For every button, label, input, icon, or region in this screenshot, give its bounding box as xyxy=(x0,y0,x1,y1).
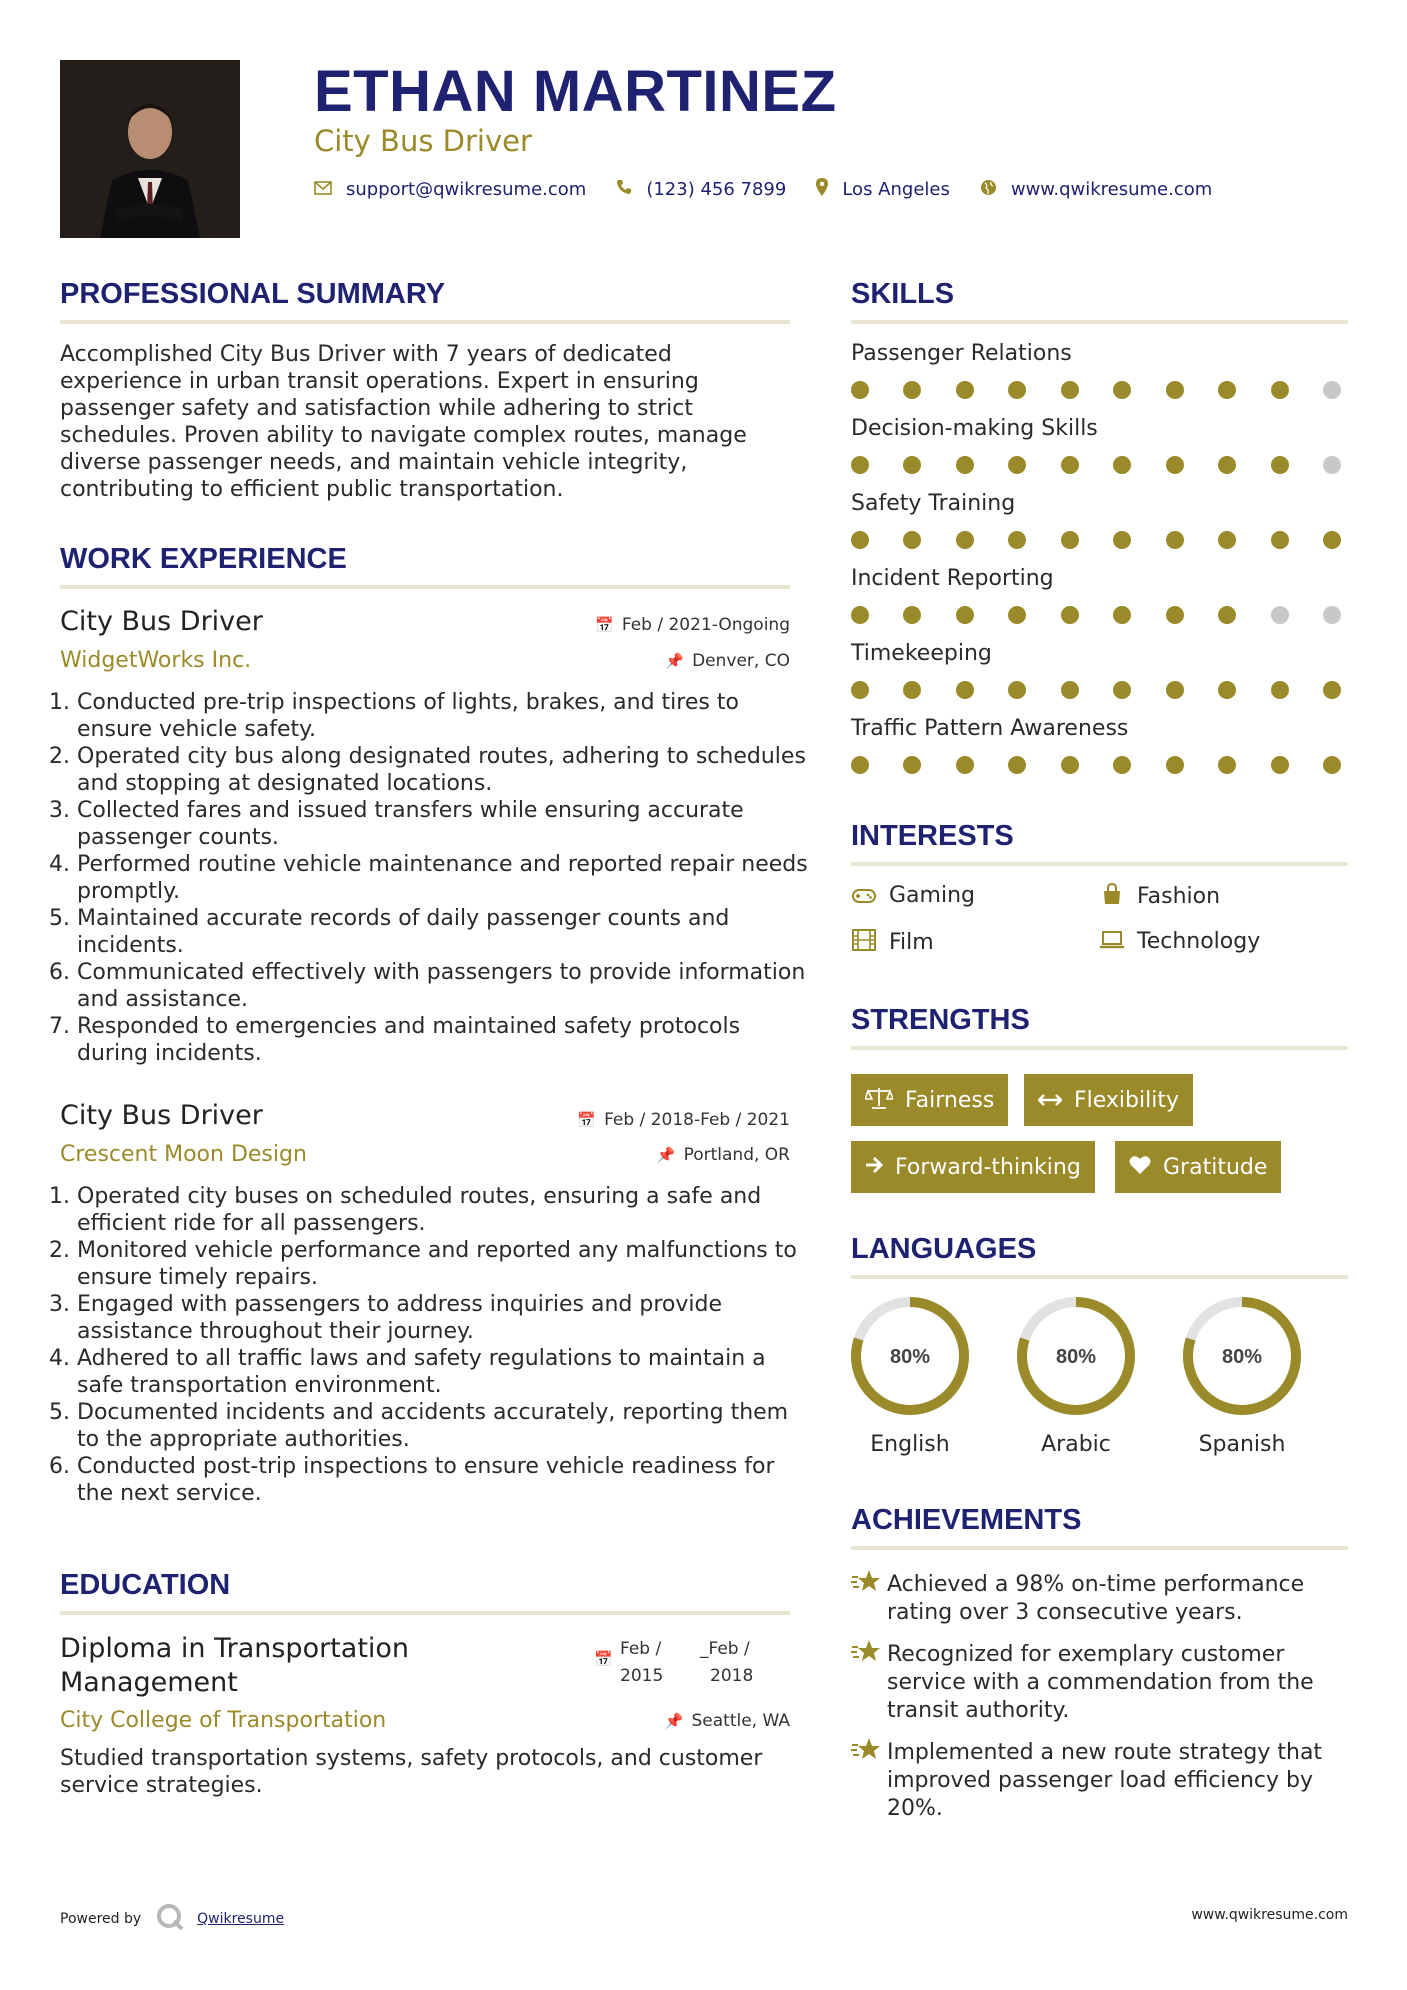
education-location xyxy=(665,1711,790,1731)
rating-dot-filled xyxy=(956,531,974,549)
experience-divider xyxy=(60,585,790,589)
profile-photo xyxy=(60,60,240,238)
rating-dot-filled xyxy=(956,681,974,699)
rating-dot-filled xyxy=(1218,381,1236,399)
star-icon xyxy=(851,1639,887,1671)
candidate-name: ETHAN MARTINEZ xyxy=(314,59,837,124)
strength-tag-fairness xyxy=(851,1074,1008,1126)
strength-label: Forward-thinking xyxy=(895,1154,1081,1180)
interest-label: Film xyxy=(889,930,934,955)
skills-divider xyxy=(851,320,1348,324)
education-location-text: Seattle, WA xyxy=(691,1711,790,1731)
contact-phone[interactable]: (123) 456 7899 xyxy=(646,179,787,200)
rating-dot-filled xyxy=(1008,531,1026,549)
achievement-item xyxy=(851,1739,1351,1823)
heart-icon xyxy=(1129,1155,1151,1180)
list-item: 6. Conducted post-trip inspections to ensure vehicle readiness for the next service. xyxy=(77,1453,811,1507)
balance-scale-icon xyxy=(865,1087,893,1114)
job-duties-list xyxy=(58,689,811,1067)
laptop-icon xyxy=(1099,930,1125,954)
contact-bar xyxy=(314,178,1242,201)
footer-website[interactable]: www.qwikresume.com xyxy=(1191,1907,1348,1923)
rating-dot-filled xyxy=(851,756,869,774)
list-item: 2. Monitored vehicle performance and reported any malfunctions to ensure timely repairs. xyxy=(77,1237,811,1291)
star-icon xyxy=(851,1737,887,1769)
education-end-date xyxy=(700,1636,753,1690)
summary-text: Accomplished City Bus Driver with 7 years of dedicated experience in urban transit operations. Expert in ensuring passenger safety and satisfaction while adhering to strict schedules. Proven ability to navigate complex routes, manage diverse passenger needs, and maintain vehicle integrity, contributing to efficient public transportation. xyxy=(60,342,747,502)
rating-dot-filled xyxy=(1166,756,1184,774)
envelope-icon xyxy=(314,179,332,200)
rating-dot-filled xyxy=(1008,381,1026,399)
skill-name: Passenger Relations xyxy=(851,341,1072,366)
strength-label: Flexibility xyxy=(1074,1087,1179,1113)
contact-location: Los Angeles xyxy=(842,179,950,200)
interest-fashion xyxy=(1099,883,1220,910)
rating-dot-filled xyxy=(1113,531,1131,549)
gamepad-icon xyxy=(851,884,877,908)
contact-email[interactable]: support@qwikresume.com xyxy=(346,179,587,200)
pushpin-icon: 📌 xyxy=(664,1712,684,1730)
arrow-right-icon xyxy=(865,1155,883,1179)
pushpin-icon: 📌 xyxy=(656,1146,676,1164)
rating-dot-empty xyxy=(1323,381,1341,399)
rating-dot-filled xyxy=(1166,531,1184,549)
strength-label: Fairness xyxy=(905,1087,995,1113)
list-item: 1. Conducted pre-trip inspections of lights, brakes, and tires to ensure vehicle safety. xyxy=(77,689,811,743)
languages-list xyxy=(848,1294,1304,1457)
skill-row xyxy=(851,641,1341,716)
languages-divider xyxy=(851,1275,1348,1279)
job-location-text: Denver, CO xyxy=(692,651,790,671)
rating-dot-filled xyxy=(1323,756,1341,774)
qwikresume-link[interactable]: Qwikresume xyxy=(197,1911,285,1927)
achievement-text: Achieved a 98% on-time performance rating over 3 consecutive years. xyxy=(887,1572,1305,1625)
qwikresume-logo-icon xyxy=(155,1903,185,1935)
education-end-month: _Feb / xyxy=(700,1639,750,1659)
rating-dot-filled xyxy=(903,681,921,699)
rating-dot-filled xyxy=(956,756,974,774)
job-location-text: Portland, OR xyxy=(683,1145,790,1165)
job-title: City Bus Driver xyxy=(60,1100,263,1131)
achievement-text: Recognized for exemplary customer service with a commendation from the transit authority. xyxy=(887,1642,1314,1723)
profile-photo-image xyxy=(60,60,240,238)
rating-dot-empty xyxy=(1271,606,1289,624)
language-name: Arabic xyxy=(1041,1432,1111,1457)
job-dates xyxy=(595,615,790,635)
list-item: 3. Collected fares and issued transfers while ensuring accurate passenger counts. xyxy=(77,797,811,851)
arrows-horizontal-icon xyxy=(1038,1088,1062,1112)
job-dates xyxy=(577,1110,790,1130)
achievements-heading: ACHIEVEMENTS xyxy=(851,1504,1082,1536)
language-percent: 80% xyxy=(1221,1346,1263,1368)
skills-heading: SKILLS xyxy=(851,278,955,310)
language-item xyxy=(1014,1294,1138,1457)
skill-row xyxy=(851,341,1341,416)
list-item: 3. Engaged with passengers to address inquiries and provide assistance throughout their journey. xyxy=(77,1291,811,1345)
interest-label: Gaming xyxy=(889,883,975,908)
skill-name: Traffic Pattern Awareness xyxy=(851,716,1129,741)
language-progress-ring xyxy=(1014,1294,1138,1418)
strength-label: Gratitude xyxy=(1163,1154,1268,1180)
rating-dot-filled xyxy=(956,381,974,399)
rating-dot-filled xyxy=(1008,456,1026,474)
rating-dot-filled xyxy=(1061,456,1079,474)
skill-name: Decision-making Skills xyxy=(851,416,1098,441)
rating-dot-filled xyxy=(1323,531,1341,549)
rating-dot-filled xyxy=(1113,681,1131,699)
powered-by-label: Powered by xyxy=(60,1911,142,1927)
education-end-year: 2018 xyxy=(710,1666,754,1686)
rating-dot-filled xyxy=(851,456,869,474)
achievement-item xyxy=(851,1571,1351,1627)
experience-heading: WORK EXPERIENCE xyxy=(60,543,347,575)
education-heading: EDUCATION xyxy=(60,1569,231,1601)
job-company: WidgetWorks Inc. xyxy=(60,648,252,673)
education-divider xyxy=(60,1611,790,1615)
rating-dot-filled xyxy=(1113,381,1131,399)
rating-dot-filled xyxy=(1008,756,1026,774)
rating-dot-filled xyxy=(903,381,921,399)
skill-name: Safety Training xyxy=(851,491,1016,516)
skill-name: Incident Reporting xyxy=(851,566,1054,591)
list-item: 4. Adhered to all traffic laws and safety regulations to maintain a safe transportation environment. xyxy=(77,1345,811,1399)
rating-dot-filled xyxy=(1218,606,1236,624)
rating-dot-filled xyxy=(1166,456,1184,474)
rating-dot-filled xyxy=(1061,381,1079,399)
rating-dot-filled xyxy=(1166,681,1184,699)
rating-dot-filled xyxy=(1218,681,1236,699)
interest-technology xyxy=(1099,929,1260,954)
list-item: 6. Communicated effectively with passengers to provide information and assistance. xyxy=(77,959,811,1013)
list-item: 5. Documented incidents and accidents accurately, reporting them to the appropriate authorities. xyxy=(77,1399,811,1453)
skill-rating xyxy=(851,381,1341,399)
list-item: 7. Responded to emergencies and maintained safety protocols during incidents. xyxy=(77,1013,811,1067)
contact-website[interactable]: www.qwikresume.com xyxy=(1010,179,1213,200)
rating-dot-filled xyxy=(1218,531,1236,549)
calendar-icon: 📅 xyxy=(594,1650,613,1668)
rating-dot-filled xyxy=(956,456,974,474)
list-item: 1. Operated city buses on scheduled routes, ensuring a safe and efficient ride for all passengers. xyxy=(77,1183,811,1237)
languages-heading: LANGUAGES xyxy=(851,1233,1037,1265)
interest-label: Technology xyxy=(1137,929,1261,954)
rating-dot-filled xyxy=(1113,456,1131,474)
rating-dot-filled xyxy=(1271,531,1289,549)
achievement-text: Implemented a new route strategy that improved passenger load efficiency by 20%. xyxy=(887,1740,1323,1821)
rating-dot-filled xyxy=(1061,756,1079,774)
education-start-month: Feb / xyxy=(620,1639,662,1659)
education-start-date xyxy=(620,1636,663,1690)
list-item: 2. Operated city bus along designated routes, adhering to schedules and stopping at designated locations. xyxy=(77,743,811,797)
strength-tag-gratitude xyxy=(1115,1141,1281,1193)
phone-icon xyxy=(616,179,632,200)
rating-dot-filled xyxy=(903,531,921,549)
rating-dot-filled xyxy=(1061,531,1079,549)
interest-label: Fashion xyxy=(1137,884,1221,909)
job-location xyxy=(665,651,790,671)
rating-dot-filled xyxy=(1061,681,1079,699)
rating-dot-filled xyxy=(1218,756,1236,774)
rating-dot-filled xyxy=(1113,606,1131,624)
rating-dot-filled xyxy=(1271,756,1289,774)
summary-heading: PROFESSIONAL SUMMARY xyxy=(60,278,446,310)
star-icon xyxy=(851,1569,887,1601)
language-item xyxy=(848,1294,972,1457)
language-progress-ring xyxy=(1180,1294,1304,1418)
globe-icon xyxy=(980,179,997,201)
rating-dot-empty xyxy=(1323,456,1341,474)
rating-dot-filled xyxy=(1323,681,1341,699)
rating-dot-filled xyxy=(1218,456,1236,474)
rating-dot-filled xyxy=(1008,681,1026,699)
skill-row xyxy=(851,566,1341,641)
job-duties-list xyxy=(58,1183,811,1507)
rating-dot-filled xyxy=(1113,756,1131,774)
strength-tag-flexibility xyxy=(1024,1074,1193,1126)
rating-dot-filled xyxy=(851,681,869,699)
skill-rating xyxy=(851,606,1341,624)
language-name: Spanish xyxy=(1198,1432,1286,1457)
summary-divider xyxy=(60,320,790,324)
skill-row xyxy=(851,416,1341,491)
rating-dot-filled xyxy=(1271,681,1289,699)
rating-dot-filled xyxy=(851,531,869,549)
job-title: City Bus Driver xyxy=(60,606,263,637)
rating-dot-filled xyxy=(903,456,921,474)
map-marker-icon xyxy=(816,178,828,201)
rating-dot-filled xyxy=(851,606,869,624)
skill-row xyxy=(851,716,1341,791)
job-dates-text: Feb / 2021-Ongoing xyxy=(621,615,790,635)
calendar-icon: 📅 xyxy=(595,616,614,634)
language-progress-ring xyxy=(848,1294,972,1418)
interests-heading: INTERESTS xyxy=(851,820,1014,852)
pushpin-icon: 📌 xyxy=(665,652,685,670)
footer-brand xyxy=(60,1903,284,1935)
language-percent: 80% xyxy=(889,1346,931,1368)
skills-list xyxy=(851,341,1341,791)
job-dates-text: Feb / 2018-Feb / 2021 xyxy=(604,1110,790,1130)
language-percent: 80% xyxy=(1055,1346,1097,1368)
interest-gaming xyxy=(851,883,975,908)
calendar-icon: 📅 xyxy=(577,1111,597,1129)
skill-row xyxy=(851,491,1341,566)
film-icon xyxy=(851,929,877,956)
degree-title: Diploma in Transportation Management xyxy=(60,1633,410,1698)
rating-dot-filled xyxy=(1271,456,1289,474)
job-location xyxy=(657,1145,790,1165)
school-name: City College of Transportation xyxy=(60,1708,387,1733)
rating-dot-filled xyxy=(956,606,974,624)
list-item: 5. Maintained accurate records of daily passenger counts and incidents. xyxy=(77,905,811,959)
rating-dot-filled xyxy=(1008,606,1026,624)
skill-rating xyxy=(851,756,1341,774)
shopping-bag-icon xyxy=(1099,883,1125,910)
strengths-divider xyxy=(851,1046,1348,1050)
rating-dot-filled xyxy=(1271,381,1289,399)
rating-dot-filled xyxy=(1166,381,1184,399)
interests-divider xyxy=(851,862,1348,866)
skill-rating xyxy=(851,456,1341,474)
skill-rating xyxy=(851,681,1341,699)
rating-dot-filled xyxy=(1061,606,1079,624)
education-description: Studied transportation systems, safety protocols, and customer service strategies. xyxy=(60,1746,763,1798)
interest-film xyxy=(851,929,934,956)
job-company: Crescent Moon Design xyxy=(60,1142,307,1167)
language-name: English xyxy=(870,1432,950,1457)
strength-tag-forward-thinking xyxy=(851,1141,1095,1193)
strengths-heading: STRENGTHS xyxy=(851,1004,1030,1036)
achievements-divider xyxy=(851,1546,1348,1550)
skill-rating xyxy=(851,531,1341,549)
rating-dot-empty xyxy=(1323,606,1341,624)
list-item: 4. Performed routine vehicle maintenance and reported repair needs promptly. xyxy=(77,851,811,905)
rating-dot-filled xyxy=(1166,606,1184,624)
language-item xyxy=(1180,1294,1304,1457)
achievement-item xyxy=(851,1641,1351,1725)
candidate-title: City Bus Driver xyxy=(314,124,532,158)
rating-dot-filled xyxy=(903,756,921,774)
skill-name: Timekeeping xyxy=(851,641,992,666)
rating-dot-filled xyxy=(903,606,921,624)
education-start-year: 2015 xyxy=(620,1666,664,1686)
rating-dot-filled xyxy=(851,381,869,399)
